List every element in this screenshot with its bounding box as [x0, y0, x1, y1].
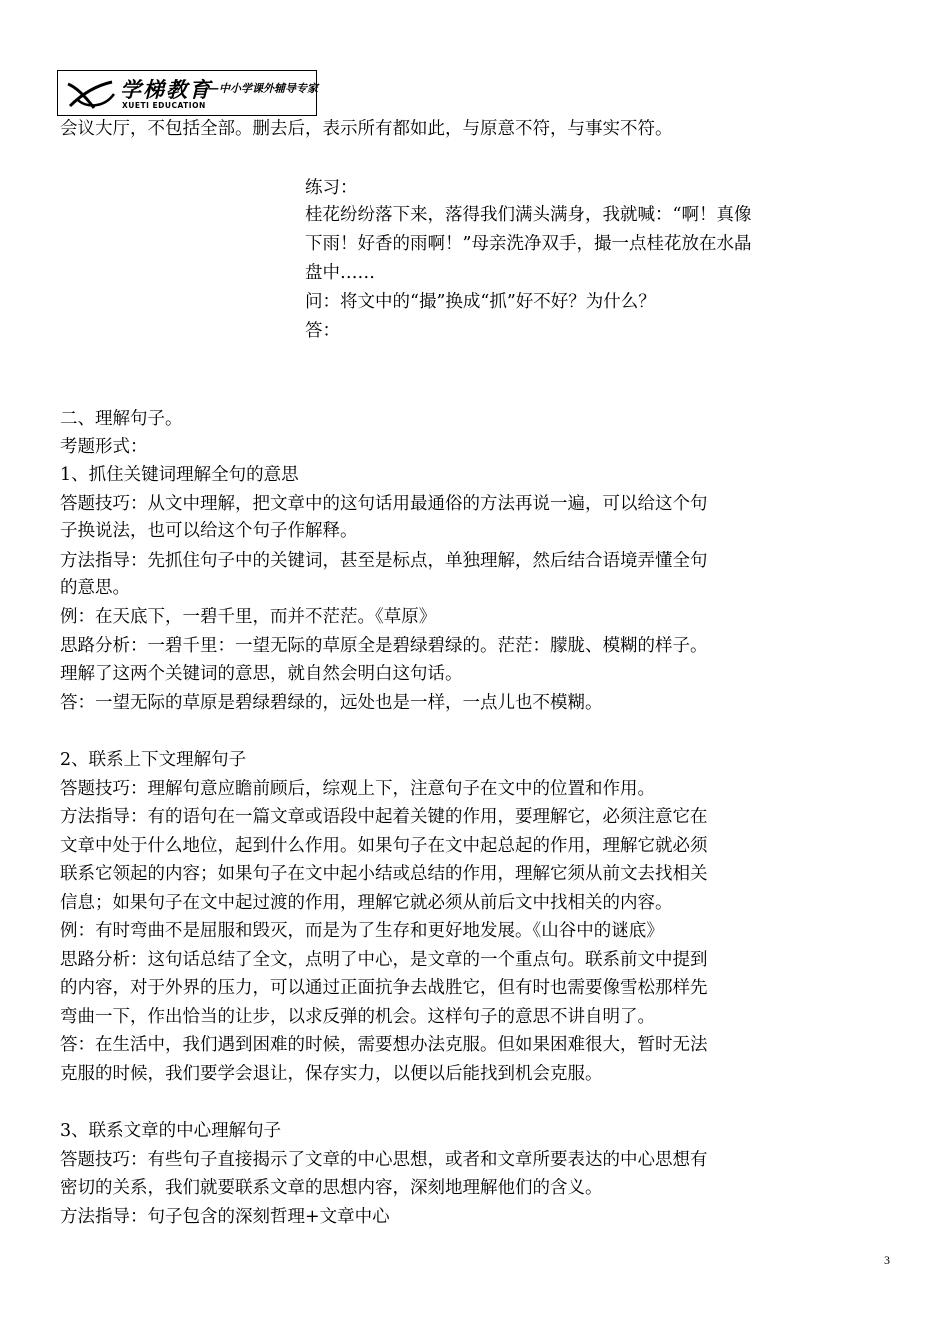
logo-swoosh-icon — [64, 74, 118, 112]
exercise-answer: 答： — [305, 321, 340, 341]
paragraph-line: 信息；如果句子在文中起过渡的作用，理解它就必须从前后文中找相关的内容。 — [60, 893, 673, 913]
paragraph-line: 克服的时候，我们要学会退让，保存实力，以便以后能找到机会克服。 — [60, 1064, 603, 1084]
paragraph-line: 思路分析：一碧千里：一望无际的草原全是碧绿碧绿的。茫茫：朦胧、模糊的样子。 — [60, 636, 708, 656]
exercise-question: 问：将文中的“撮”换成“抓”好不好？为什么？ — [305, 292, 656, 312]
paragraph-line: 弯曲一下，作出恰当的让步，以求反弹的机会。这样句子的意思不讲自明了。 — [60, 1007, 655, 1027]
paragraph-line: 答题技巧：有些句子直接揭示了文章的中心思想，或者和文章所要表达的中心思想有 — [60, 1150, 708, 1170]
paragraph-line: 答题技巧：从文中理解，把文章中的这句话用最通俗的方法再说一遍，可以给这个句 — [60, 494, 708, 514]
part2-heading: 2、联系上下文理解句子 — [60, 750, 247, 770]
paragraph-line: 文章中处于什么地位，起到什么作用。如果句子在文中起总起的作用，理解它就必须 — [60, 836, 708, 856]
paragraph-line: 思路分析：这句话总结了全文，点明了中心，是文章的一个重点句。联系前文中提到 — [60, 950, 708, 970]
paragraph-line: 方法指导：有的语句在一篇文章或语段中起着关键的作用，要理解它，必须注意它在 — [60, 807, 708, 827]
exercise-label: 练习： — [305, 178, 358, 198]
paragraph-line: 的内容，对于外界的压力，可以通过正面抗争去战胜它，但有时也需要像雪松那样先 — [60, 978, 708, 998]
paragraph-line: 的意思。 — [60, 578, 130, 598]
header-logo — [57, 70, 317, 116]
paragraph-line: 例：在天底下，一碧千里，而并不茫茫。《草原》 — [60, 607, 437, 627]
paragraph-line: 方法指导：句子包含的深刻哲理+文章中心 — [60, 1207, 390, 1227]
paragraph-line: 密切的关系，我们就要联系文章的思想内容，深刻地理解他们的含义。 — [60, 1178, 603, 1198]
exercise-passage-line: 桂花纷纷落下来，落得我们满头满身，我就喊：“啊！真像 — [305, 205, 752, 225]
paragraph-line: 答：一望无际的草原是碧绿碧绿的，远处也是一样，一点儿也不模糊。 — [60, 693, 603, 713]
paragraph-line: 方法指导：先抓住句子中的关键词，甚至是标点，单独理解，然后结合语境弄懂全句 — [60, 551, 708, 571]
part1-heading: 1、抓住关键词理解全句的意思 — [60, 465, 299, 485]
form-label: 考题形式： — [60, 437, 148, 457]
intro-line: 会议大厅，不包括全部。删去后，表示所有都如此，与原意不符，与事实不符。 — [60, 119, 673, 139]
logo-title: 学梯教育 — [120, 77, 212, 102]
logo-tagline: —中小学课外辅导专家 — [208, 82, 318, 95]
paragraph-line: 理解了这两个关键词的意思，就自然会明白这句话。 — [60, 664, 463, 684]
paragraph-line: 子换说法，也可以给这个句子作解释。 — [60, 521, 358, 541]
exercise-passage-line: 盘中…… — [305, 263, 375, 283]
part3-heading: 3、联系文章的中心理解句子 — [60, 1121, 282, 1141]
paragraph-line: 答：在生活中，我们遇到困难的时候，需要想办法克服。但如果困难很大，暂时无法 — [60, 1035, 708, 1055]
page-number: 3 — [884, 1253, 890, 1267]
paragraph-line: 联系它领起的内容；如果句子在文中起小结或总结的作用，理解它须从前文去找相关 — [60, 864, 708, 884]
exercise-passage-line: 下雨！好香的雨啊！”母亲洗净双手，撮一点桂花放在水晶 — [305, 234, 752, 254]
section-title: 二、理解句子。 — [60, 409, 183, 429]
paragraph-line: 例：有时弯曲不是屈服和毁灭，而是为了生存和更好地发展。《山谷中的谜底》 — [60, 921, 664, 941]
paragraph-line: 答题技巧：理解句意应瞻前顾后，综观上下，注意句子在文中的位置和作用。 — [60, 779, 655, 799]
logo-english: XUETI EDUCATION — [122, 101, 206, 110]
